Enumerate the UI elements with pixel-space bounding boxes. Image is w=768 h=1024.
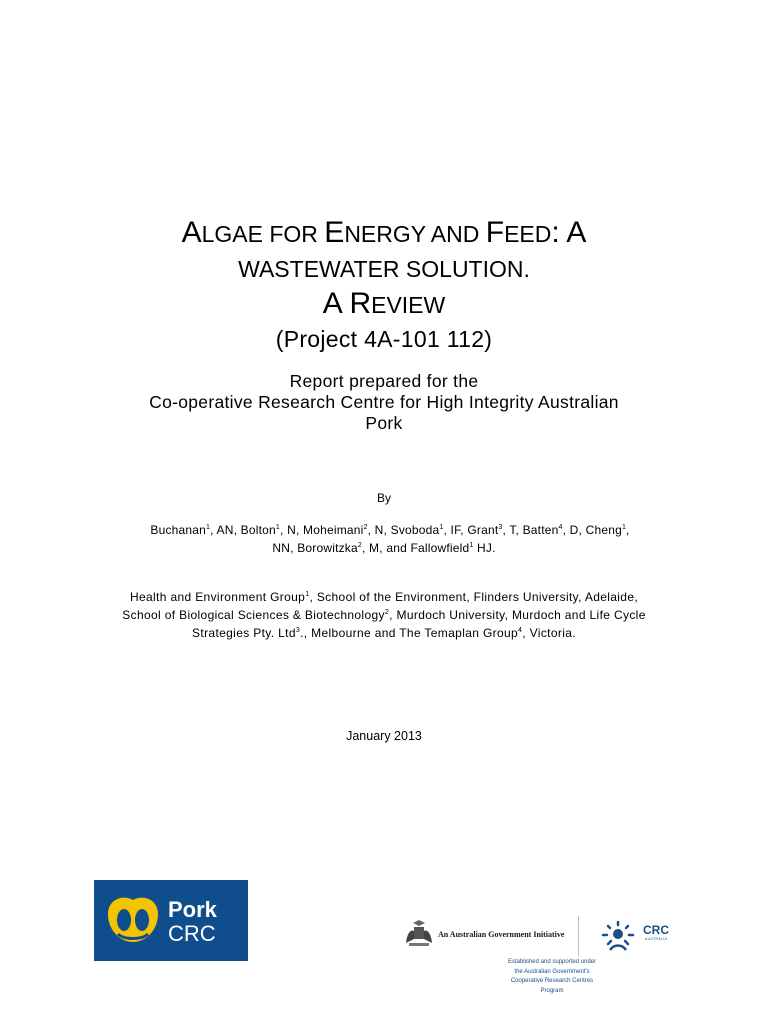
crc-mark-label: CRC [643,923,669,937]
title-line-1: ALGAE FOR ENERGY AND FEED: A [181,216,587,249]
pork-crc-logo [94,880,248,961]
pig-snout-icon [104,894,162,948]
author-list [0,521,768,557]
crc-sunburst-icon [596,920,640,954]
authors-line-1: Buchanan$^1$, AN, Bolton$^1$, N, Moheimani$^2$, N, Svoboda$^1$, IF, Grant$^3$, T, Batten$^4$, D, Cheng$^1$, [150,523,630,537]
crc-word: CRC [168,921,216,946]
prepared-line-3: Pork [365,413,403,433]
affiliation-line-1: Health and Environment Group$^1$, School of the Environment, Flinders University, Adelaide, [129,590,639,604]
pork-word: Pork [168,897,217,922]
by-label: By [376,491,391,505]
coat-of-arms-icon [403,919,435,949]
affiliation-line-2: School of Biological Sciences & Biotechnology$^2$, Murdoch University, Murdoch and Life Cycle [122,608,646,622]
project-number: (Project 4A-101 112) [275,326,493,352]
established-note: Established and supported under the Australian Government's Cooperative Research Centres Program [507,959,597,994]
crc-mark-sub: AUSTRALIA [645,937,668,941]
prepared-for [0,371,768,434]
prepared-line-2: Co-operative Research Centre for High Integrity Australian [149,392,619,412]
prepared-line-1: Report prepared for the [289,371,479,391]
affiliation-line-3: Strategies Pty. Ltd$^3$., Melbourne and The Temaplan Group$^4$, Victoria. [192,626,576,640]
affiliations [0,588,768,642]
logo-divider [578,916,579,956]
title-line-2: WASTEWATER SOLUTION. [238,256,530,282]
authors-line-2: NN, Borowitzka$^2$, M, and Fallowfield$^1$ HJ. [272,541,496,555]
gov-initiative-text: An Australian Government Initiative [438,930,565,939]
report-date: January 2013 [346,729,422,743]
government-initiative-logo [392,910,692,1024]
title-line-3: A REVIEW [322,287,446,320]
